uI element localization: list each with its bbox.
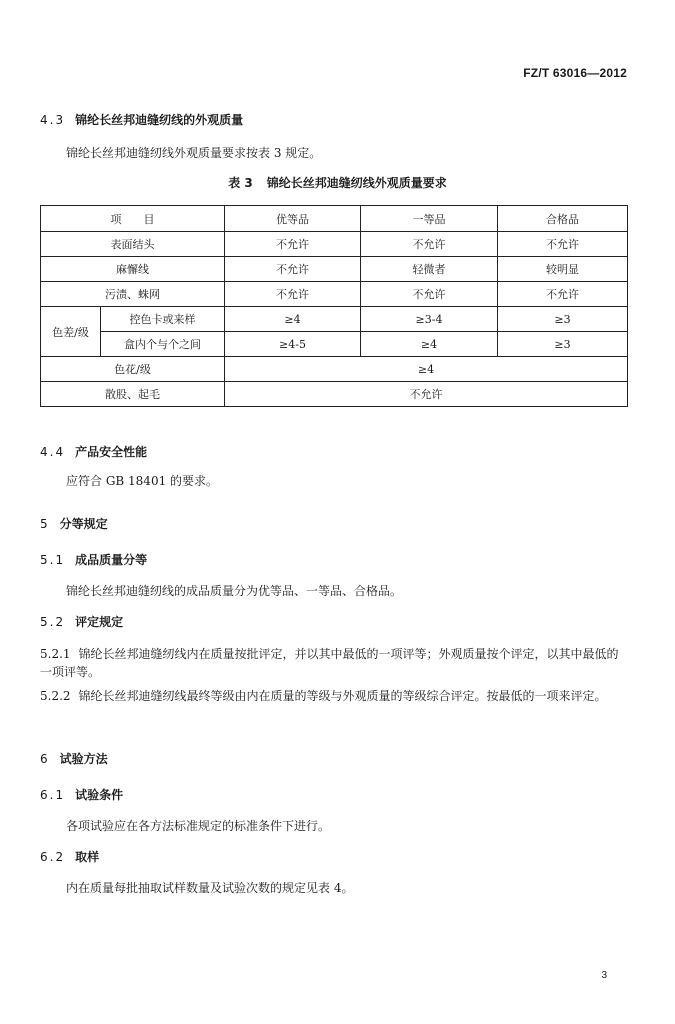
section-number: 5.1 [40, 553, 66, 567]
section-number: 4.4 [40, 445, 66, 459]
section-title: 试验方法 [59, 752, 108, 766]
cell-value: ≥3 [498, 332, 628, 357]
table-row [41, 382, 628, 407]
cell-value: ≥4 [361, 332, 498, 357]
section-5-2-2-paragraph [40, 687, 628, 705]
section-title: 分等规定 [59, 517, 108, 531]
section-title: 成品质量分等 [75, 553, 148, 567]
section-number: 6.2 [40, 850, 66, 864]
section-4-4-paragraph: 应符合 GB 18401 的要求。 [66, 474, 219, 488]
cell-value: 轻微者 [361, 257, 498, 282]
header-premium-grade: 优等品 [225, 206, 361, 232]
row-item: 色花/级 [41, 357, 225, 382]
table-row [41, 307, 628, 332]
cell-value: 不允许 [225, 257, 361, 282]
page-number: 3 [601, 970, 607, 981]
table-row [41, 357, 628, 382]
cell-value: ≥4 [225, 357, 628, 382]
cell-value: 不允许 [361, 232, 498, 257]
section-number: 6 [40, 752, 50, 766]
section-4-4-heading [40, 443, 147, 460]
section-5-1-paragraph: 锦纶长丝邦迪缝纫线的成品质量分为优等品、一等品、合格品。 [66, 584, 403, 598]
table-row [41, 282, 628, 307]
section-5-heading [40, 515, 108, 532]
section-number: 4.3 [40, 113, 66, 127]
section-5-2-1-paragraph [40, 645, 628, 681]
table-row [41, 332, 628, 357]
table-number: 表 3 [228, 176, 253, 190]
section-title: 锦纶长丝邦迪缝纫线的外观质量 [75, 113, 244, 127]
standard-code: FZ/T 63016—2012 [523, 66, 627, 80]
clause-number: 5.2.1 [40, 647, 71, 661]
cell-value: ≥3-4 [361, 307, 498, 332]
table-row [41, 232, 628, 257]
section-title: 产品安全性能 [75, 445, 148, 459]
clause-number: 5.2.2 [40, 689, 71, 703]
section-6-1-heading [40, 786, 123, 803]
cell-value: ≥3 [498, 307, 628, 332]
row-item: 表面结头 [41, 232, 225, 257]
section-title: 试验条件 [75, 788, 124, 802]
section-number: 5 [40, 517, 50, 531]
row-item: 盒内个与个之间 [101, 332, 225, 357]
cell-value: ≥4 [225, 307, 361, 332]
cell-value: 不允许 [498, 232, 628, 257]
table-3-caption [0, 174, 675, 191]
row-item: 麻懈线 [41, 257, 225, 282]
row-item: 污渍、蛛网 [41, 282, 225, 307]
section-5-1-heading [40, 551, 147, 568]
section-number: 6.1 [40, 788, 66, 802]
section-6-2-heading [40, 848, 99, 865]
section-6-2-paragraph: 内在质量每批抽取试样数量及试验次数的规定见表 4。 [66, 881, 354, 895]
table-row [41, 257, 628, 282]
table-title: 锦纶长丝邦迪缝纫线外观质量要求 [266, 176, 447, 190]
header-qualified-grade: 合格品 [498, 206, 628, 232]
section-5-2-heading [40, 613, 123, 630]
cell-value: 不允许 [225, 382, 628, 407]
section-title: 取样 [75, 850, 100, 864]
header-item: 项 目 [41, 206, 225, 232]
section-number: 5.2 [40, 615, 66, 629]
clause-text: 锦纶长丝邦迪缝纫线内在质量按批评定，并以其中最低的一项评等；外观质量按个评定，以其中最低的一项评等。 [40, 647, 619, 679]
section-4-3-paragraph: 锦纶长丝邦迪缝纫线外观质量要求按表 3 规定。 [66, 146, 322, 160]
row-item: 散股、起毛 [41, 382, 225, 407]
section-title: 评定规定 [75, 615, 124, 629]
cell-value: 不允许 [361, 282, 498, 307]
cell-value: ≥4-5 [225, 332, 361, 357]
table-header-row [41, 206, 628, 232]
header-first-grade: 一等品 [361, 206, 498, 232]
row-item: 控色卡或来样 [101, 307, 225, 332]
cell-value: 不允许 [225, 232, 361, 257]
appearance-quality-table [40, 205, 628, 407]
section-6-heading [40, 750, 108, 767]
clause-text: 锦纶长丝邦迪缝纫线最终等级由内在质量的等级与外观质量的等级综合评定。按最低的一项来评定。 [78, 689, 607, 703]
section-6-1-paragraph: 各项试验应在各方法标准规定的标准条件下进行。 [66, 819, 331, 833]
color-difference-group: 色差/级 [41, 307, 101, 357]
cell-value: 不允许 [498, 282, 628, 307]
section-4-3-heading [40, 111, 243, 128]
cell-value: 不允许 [225, 282, 361, 307]
cell-value: 较明显 [498, 257, 628, 282]
